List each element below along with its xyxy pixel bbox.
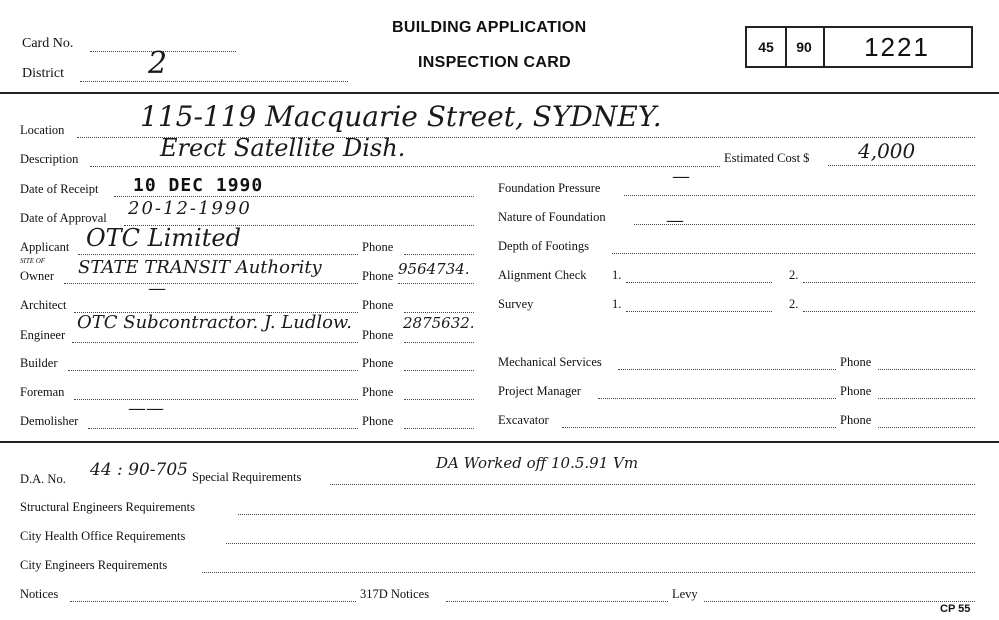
- mechanical-services-field: [618, 369, 836, 370]
- applicant-phone-field: [404, 254, 474, 255]
- box-a: 45: [747, 28, 787, 66]
- builder-field: [68, 370, 358, 371]
- district-label: District: [22, 66, 64, 81]
- card-no-label: Card No.: [22, 36, 74, 51]
- owner-phone-field: [398, 283, 474, 284]
- district-value: 2: [148, 46, 168, 81]
- owner-value: STATE TRANSIT Authority: [78, 257, 322, 278]
- project-manager-field: [598, 398, 836, 399]
- header-divider: [0, 92, 999, 94]
- excavator-field: [562, 427, 836, 428]
- foundation-pressure-field: [624, 195, 975, 196]
- mechanical-phone-label: Phone: [840, 355, 872, 369]
- architect-label: Architect: [20, 298, 67, 312]
- demolisher-value: ——: [128, 398, 164, 419]
- applicant-field: [78, 254, 358, 255]
- city-health-field: [226, 543, 975, 544]
- excavator-phone-label: Phone: [840, 413, 872, 427]
- notices-label: Notices: [20, 587, 59, 601]
- demolisher-phone-label: Phone: [362, 414, 394, 428]
- notices-317d-label: 317D Notices: [360, 587, 430, 601]
- project-manager-phone-label: Phone: [840, 384, 872, 398]
- date-receipt-stamp: 10 DEC 1990: [133, 175, 264, 196]
- alignment-num-1: 1.: [612, 268, 622, 282]
- special-req-label: Special Requirements: [192, 470, 302, 484]
- nature-foundation-value: —: [666, 210, 684, 231]
- district-field: [80, 81, 348, 82]
- notices-field: [70, 601, 356, 602]
- form-code: CP 55: [940, 603, 971, 615]
- excavator-label: Excavator: [498, 413, 549, 427]
- city-health-label: City Health Office Requirements: [20, 529, 186, 543]
- project-manager-phone-field: [878, 398, 975, 399]
- applicant-phone-label: Phone: [362, 240, 394, 254]
- estimated-cost-value: 4,000: [858, 139, 916, 163]
- survey-field-2: [803, 311, 975, 312]
- demolisher-phone-field: [404, 428, 474, 429]
- site-of-label: SITE OF: [20, 257, 46, 265]
- owner-phone-label: Phone: [362, 269, 394, 283]
- title-line-2: INSPECTION CARD: [418, 54, 571, 71]
- alignment-field-2: [803, 282, 975, 283]
- date-receipt-label: Date of Receipt: [20, 182, 99, 196]
- mechanical-phone-field: [878, 369, 975, 370]
- builder-phone-label: Phone: [362, 356, 394, 370]
- survey-num-1: 1.: [612, 297, 622, 311]
- engineer-phone-field: [404, 342, 474, 343]
- notices-317d-field: [446, 601, 668, 602]
- alignment-check-label: Alignment Check: [498, 268, 587, 282]
- owner-label: Owner: [20, 269, 55, 283]
- demolisher-label: Demolisher: [20, 414, 79, 428]
- architect-value: —: [148, 278, 166, 299]
- special-req-value: DA Worked off 10.5.91 Vm: [436, 454, 639, 472]
- date-approval-label: Date of Approval: [20, 211, 107, 225]
- survey-num-2: 2.: [789, 297, 799, 311]
- application-number-box: [745, 26, 973, 68]
- applicant-label: Applicant: [20, 240, 70, 254]
- demolisher-field: [88, 428, 358, 429]
- da-no-value: 44 : 90-705: [90, 460, 188, 480]
- engineer-phone-label: Phone: [362, 328, 394, 342]
- depth-footings-label: Depth of Footings: [498, 239, 589, 253]
- levy-field: [704, 601, 975, 602]
- nature-foundation-label: Nature of Foundation: [498, 210, 606, 224]
- estimated-cost-label: Estimated Cost $: [724, 151, 810, 165]
- project-manager-label: Project Manager: [498, 384, 581, 398]
- applicant-value: OTC Limited: [86, 224, 241, 252]
- engineer-phone-value: 2875632.: [403, 314, 475, 332]
- structural-label: Structural Engineers Requirements: [20, 500, 195, 514]
- alignment-num-2: 2.: [789, 268, 799, 282]
- description-field: [90, 166, 720, 167]
- depth-footings-field: [612, 253, 975, 254]
- architect-phone-label: Phone: [362, 298, 394, 312]
- special-req-field: [330, 484, 975, 485]
- foreman-label: Foreman: [20, 385, 65, 399]
- architect-phone-field: [404, 312, 474, 313]
- survey-field-1: [626, 311, 772, 312]
- nature-foundation-field: [634, 224, 975, 225]
- foreman-phone-field: [404, 399, 474, 400]
- foreman-field: [74, 399, 358, 400]
- estimated-cost-field: [828, 165, 975, 166]
- box-b: 90: [785, 28, 825, 66]
- engineer-field: [72, 342, 358, 343]
- foundation-pressure-value: —: [672, 166, 690, 187]
- engineer-label: Engineer: [20, 328, 66, 342]
- structural-field: [238, 514, 975, 515]
- city-engineers-label: City Engineers Requirements: [20, 558, 168, 572]
- owner-phone-value: 9564734.: [398, 260, 470, 278]
- levy-label: Levy: [672, 587, 698, 601]
- excavator-phone-field: [878, 427, 975, 428]
- description-value: Erect Satellite Dish.: [160, 134, 406, 162]
- builder-phone-field: [404, 370, 474, 371]
- date-receipt-field: [114, 196, 474, 197]
- survey-label: Survey: [498, 297, 534, 311]
- lower-divider: [0, 441, 999, 443]
- location-label: Location: [20, 123, 65, 137]
- builder-label: Builder: [20, 356, 58, 370]
- da-no-label: D.A. No.: [20, 472, 66, 486]
- alignment-field-1: [626, 282, 772, 283]
- mechanical-services-label: Mechanical Services: [498, 355, 602, 369]
- location-value: 115-119 Macquarie Street, SYDNEY.: [140, 100, 662, 133]
- foreman-phone-label: Phone: [362, 385, 394, 399]
- date-approval-value: 20-12-1990: [128, 198, 252, 219]
- engineer-value: OTC Subcontractor. J. Ludlow.: [77, 312, 352, 333]
- box-number: 1221: [864, 31, 930, 62]
- foundation-pressure-label: Foundation Pressure: [498, 181, 601, 195]
- city-engineers-field: [202, 572, 975, 573]
- title-line-1: BUILDING APPLICATION: [392, 19, 587, 36]
- owner-field: [64, 283, 358, 284]
- description-label: Description: [20, 152, 79, 166]
